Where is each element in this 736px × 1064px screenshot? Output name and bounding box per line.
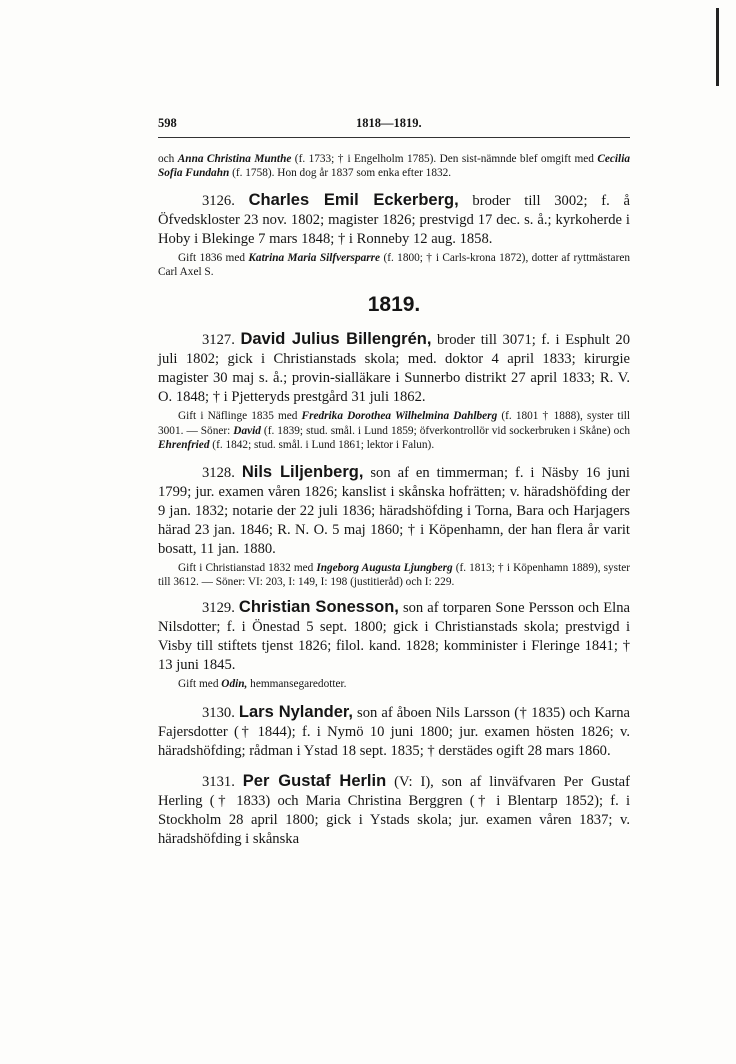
entry-number: 3129. xyxy=(202,600,235,617)
entry-note: Gift 1836 med Katrina Maria Silfversparre (f. 1800; † i Carls-krona 1872), dotter af ryttmästaren Carl Axel S. xyxy=(158,252,630,279)
entry-number: 3130. xyxy=(202,704,235,721)
header-rule xyxy=(158,137,630,138)
entry-name: Per Gustaf Herlin xyxy=(242,771,387,790)
spouse-name: Anna Christina Munthe xyxy=(177,153,292,165)
header-years: 1818—1819. xyxy=(356,116,422,130)
entry-3127: 3127. David Julius Billengrén, broder till 3071; f. i Esphult 20 juli 1802; gick i Christianstads skola; med. doktor 4 april 1833; kirurgie magister 30 maj s. å.; provin-sialläkare i Sunnerbo distrikt 27 april 1833; R. V. O. 1848; † i Pjetteryds prestgård 31 juli 1862. xyxy=(158,330,630,406)
entry-3130: 3130. Lars Nylander, son af åboen Nils Larsson († 1835) och Karna Fajersdotter († 1844); f. i Nymö 10 juni 1800; jur. examen hösten 1826; v. häradshöfding; rådman i Ystad 18 sept. 1835; † derstädes ogift 28 mars 1860. xyxy=(158,702,630,759)
entry-3131: 3131. Per Gustaf Herlin (V: I), son af linväfvaren Per Gustaf Herling († 1833) och Maria Christina Berggren († i Blentarp 1852); f. i Stockholm 28 april 1800; gick i Ystads skola; jur. examen våren 1837; v. häradshöfding i skånska xyxy=(158,771,630,847)
entry-note: Gift i Näflinge 1835 med Fredrika Dorothea Wilhelmina Dahlberg (f. 1801 † 1888), syster till 3001. — Söner: David (f. 1839; stud. smål. i Lund 1859; öfverkontrollör vid sockerbruken i Skåne) och Ehrenfried (f. 1842; stud. smål. i Lund 1861; lektor i Falun). xyxy=(158,410,630,451)
entry-3128: 3128. Nils Liljenberg, son af en timmerman; f. i Näsby 16 juni 1799; jur. examen våren 1826; kanslist i skånska hofrätten; v. häradshöfding der 9 jan. 1832; notarie der 22 juli 1836; häradshöfding i Torna, Bara och Harjagers härad 23 jan. 1846; R. N. O. 5 maj 1860; † i Köpenhamn, der han flera år varit bosatt, 11 jan. 1880. xyxy=(158,463,630,558)
entry-number: 3128. xyxy=(202,465,235,482)
spouse-name: Cecilia Sofia Fundahn xyxy=(158,153,630,179)
entry-3126: 3126. Charles Emil Eckerberg, broder till 3002; f. å Öfvedskloster 23 nov. 1802; magister 1826; prestvigd 17 dec. s. å.; kyrkoherde i Hoby i Blekinge 7 mars 1848; † i Ronneby 12 aug. 1858. xyxy=(158,191,630,247)
entry-name: Lars Nylander, xyxy=(238,702,353,721)
running-header xyxy=(158,116,630,132)
page-edge-mark xyxy=(716,8,719,86)
entry-name: Charles Emil Eckerberg, xyxy=(248,191,459,209)
document-page xyxy=(158,116,630,849)
entry-note: Gift med Odin, hemmansegaredotter. xyxy=(178,678,347,691)
entry-note: Gift i Christianstad 1832 med Ingeborg Augusta Ljungberg (f. 1813; † i Köpenhamn 1889), syster till 3612. — Söner: VI: 203, I: 149, I: 198 (justitieråd) och I: 229. xyxy=(158,562,630,589)
entry-name: David Julius Billengrén, xyxy=(240,330,432,349)
page-number: 598 xyxy=(158,116,177,130)
entry-name: Nils Liljenberg, xyxy=(241,463,364,482)
entry-number: 3126. xyxy=(202,193,235,209)
entry-number: 3131. xyxy=(202,773,235,790)
continuation-note: och Anna Christina Munthe (f. 1733; † i Engelholm 1785). Den sist-nämnde blef omgift med Cecilia Sofia Fundahn (f. 1758). Hon dog år 1837 som enka efter 1832. xyxy=(158,153,630,179)
entry-name: Christian Sonesson, xyxy=(238,598,399,617)
year-heading: 1819. xyxy=(367,293,421,317)
entry-3129: 3129. Christian Sonesson, son af torparen Sone Persson och Elna Nilsdotter; f. i Önestad 5 sept. 1800; gick i Christianstads skola; prestvigd i Visby till stiftets tjenst 1826; filol. kand. 1828; komminister i Fleringe 1841; † 13 juni 1845. xyxy=(158,598,630,674)
entry-number: 3127. xyxy=(202,332,235,349)
